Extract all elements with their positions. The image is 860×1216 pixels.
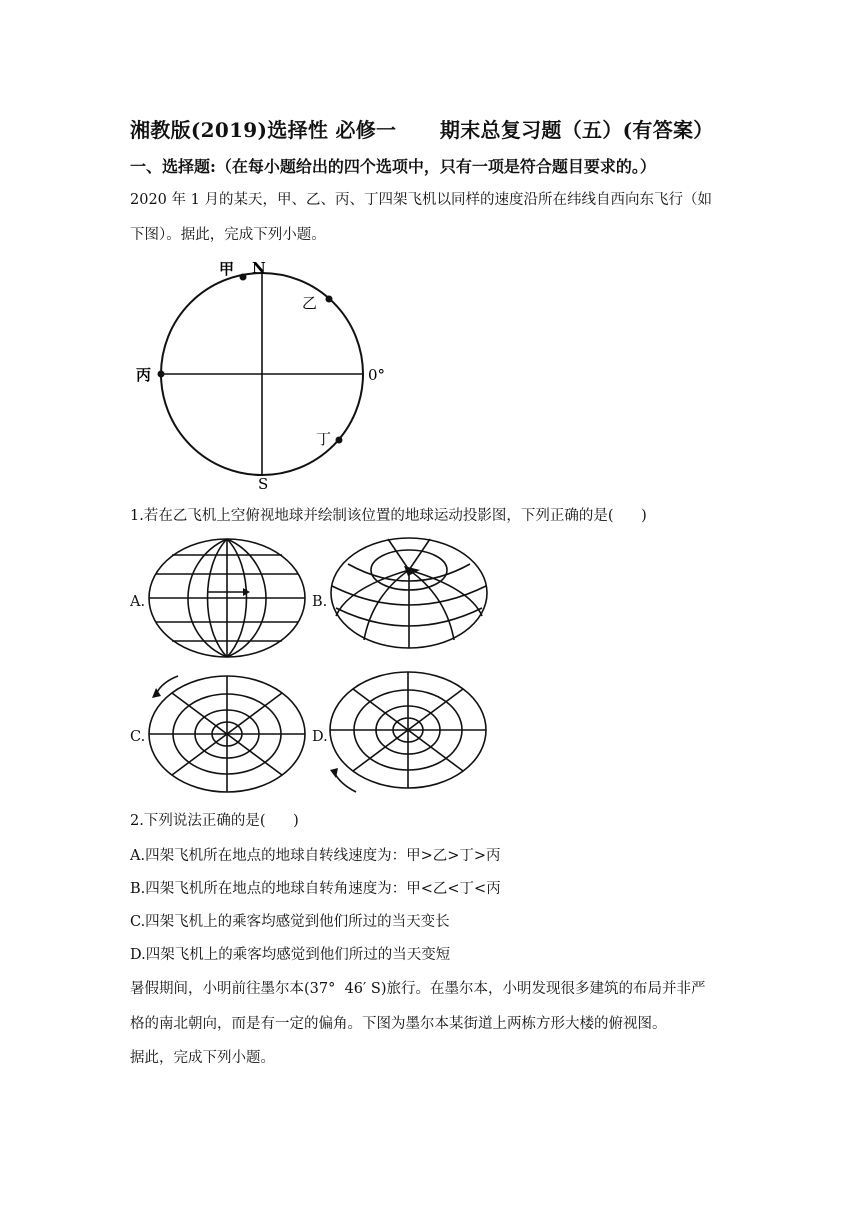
option-a-figure bbox=[146, 536, 310, 660]
q2-option-c: C.四架飞机上的乘客均感觉到他们所过的当天变长 bbox=[130, 914, 450, 930]
q2-option-a: A.四架飞机所在地点的地球自转线速度为：甲>乙>丁>丙 bbox=[130, 848, 501, 864]
label-north: N bbox=[252, 259, 266, 277]
label-yi: 乙 bbox=[302, 294, 318, 312]
option-b-figure bbox=[328, 536, 492, 654]
label-south: S bbox=[258, 475, 269, 493]
passage2-line-3: 据此，完成下列小题。 bbox=[130, 1050, 275, 1066]
q1-stem: 1.若在乙飞机上空俯视地球并绘制该位置的地球运动投影图，下列正确的是( ) bbox=[130, 508, 647, 524]
point-yi bbox=[326, 296, 333, 303]
page-title: 湘教版(2019)选择性 必修一 期末总复习题（五）(有答案） bbox=[130, 118, 714, 142]
globe-figure bbox=[130, 255, 400, 495]
option-d-figure bbox=[326, 668, 490, 798]
passage2-line-2: 格的南北朝向，而是有一定的偏角。下图为墨尔本某街道上两栋方形大楼的俯视图。 bbox=[130, 1016, 667, 1032]
q2-option-d: D.四架飞机上的乘客均感觉到他们所过的当天变短 bbox=[130, 947, 451, 963]
option-d-label: D. bbox=[312, 729, 328, 745]
label-bing: 丙 bbox=[136, 366, 152, 384]
q2-option-b: B.四架飞机所在地点的地球自转角速度为：甲<乙<丁<丙 bbox=[130, 881, 501, 897]
intro-line-2: 下图）。据此，完成下列小题。 bbox=[130, 227, 326, 243]
passage2-line-1: 暑假期间，小明前往墨尔本(37° 46′ S)旅行。在墨尔本，小明发现很多建筑的布局并非严 bbox=[130, 981, 706, 997]
label-jia: 甲 bbox=[219, 260, 235, 278]
option-a-label: A. bbox=[130, 594, 146, 610]
point-bing bbox=[158, 371, 165, 378]
intro-line-1: 2020 年 1 月的某天，甲、乙、丙、丁四架飞机以同样的速度沿所在纬线自西向东飞行（如 bbox=[130, 192, 712, 208]
point-jia bbox=[240, 274, 247, 281]
label-ding: 丁 bbox=[316, 430, 332, 448]
option-c-label: C. bbox=[130, 729, 146, 745]
option-b-label: B. bbox=[312, 594, 328, 610]
point-ding bbox=[336, 437, 343, 444]
label-equator: 0° bbox=[368, 366, 386, 384]
q2-stem: 2.下列说法正确的是( ) bbox=[130, 813, 299, 829]
section-heading: 一、选择题:（在每小题给出的四个选项中，只有一项是符合题目要求的。） bbox=[130, 157, 656, 176]
option-c-figure bbox=[144, 668, 308, 798]
